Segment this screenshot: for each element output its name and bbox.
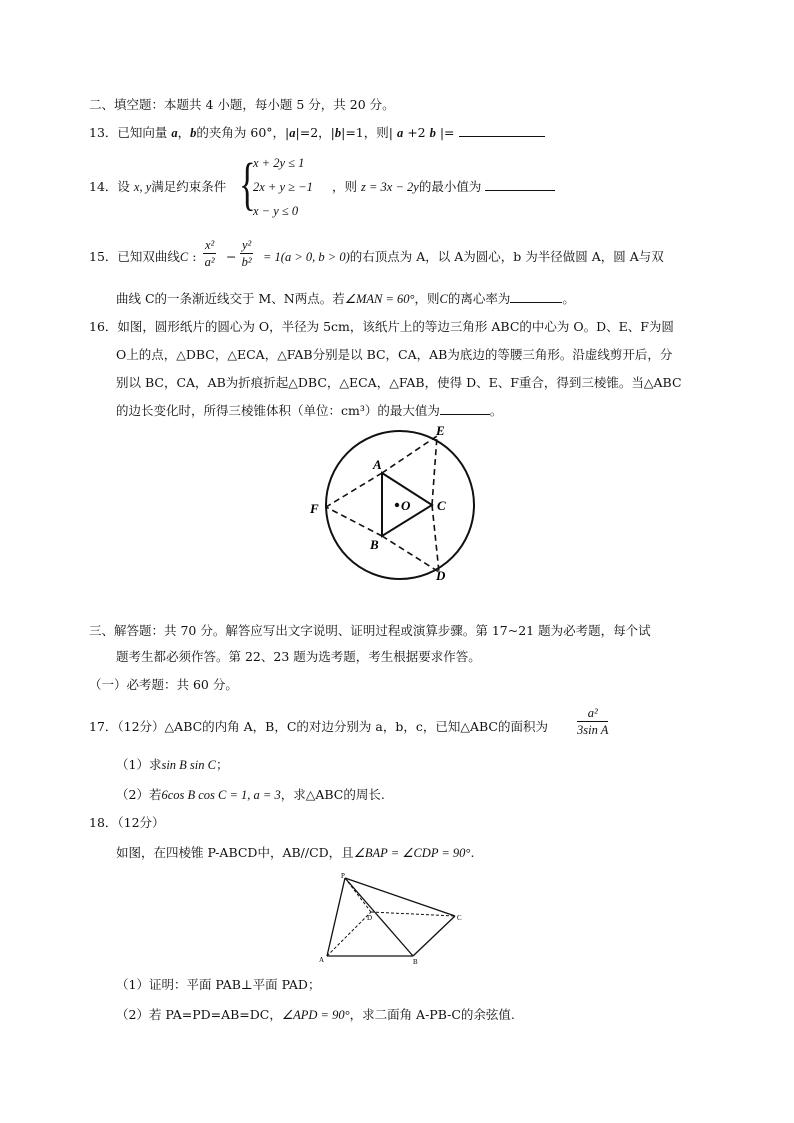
label-c: C	[457, 914, 462, 922]
label-d: D	[367, 914, 373, 922]
subsection-required: （一）必考题：共 60 分。	[89, 677, 238, 692]
label-e: E	[436, 425, 445, 438]
question-15-line1: 15．已知双曲线C :	[89, 249, 197, 264]
question-16-line4: 的边长变化时，所得三棱锥体积（单位：cm³）的最大值为 。	[116, 403, 503, 418]
question-18-part2: （2）若 PA=PD=AB=DC，∠APD = 90°，求二面角 A-PB-C的余弦值.	[116, 1007, 515, 1022]
circle-triangle-figure	[300, 425, 500, 585]
pyramid-figure	[315, 870, 475, 965]
question-18-part1: （1）证明：平面 PAB⊥平面 PAD；	[116, 977, 321, 992]
question-16-line3: 别以 BC，CA，AB为折痕折起△DBC，△ECA，△FAB，使得 D、E、F重合，得到三棱锥。当△ABC	[116, 375, 682, 390]
section-heading-solve-a: 三、解答题：共 70 分。解答应写出文字说明、证明过程或演算步骤。第 17~21 题为必考题，每个试	[89, 623, 651, 638]
label-o: O	[401, 498, 411, 513]
question-number: 17．	[89, 719, 118, 734]
label-a: A	[319, 956, 325, 964]
answer-blank	[510, 290, 562, 303]
answer-blank	[485, 178, 555, 191]
question-17: 17．（12分）△ABC的内角 A，B，C的对边分别为 a，b，c，已知△ABC的面积为	[89, 719, 548, 734]
label-d: D	[436, 568, 446, 583]
constraint-brace: {	[239, 151, 256, 216]
question-18: 18．（12分）	[89, 815, 165, 830]
outer-circle	[326, 431, 474, 579]
constraint-1: x + 2y ≤ 1	[253, 156, 305, 170]
question-number: 16．	[89, 319, 118, 334]
question-number: 14．	[89, 179, 118, 194]
center-point-o	[395, 503, 399, 507]
question-number: 13．	[89, 125, 118, 140]
label-f: F	[310, 501, 319, 516]
answer-blank	[459, 124, 545, 137]
question-14-tail: ，则 z = 3x − 2y的最小值为	[332, 178, 555, 196]
question-17-part1: （1）求sin B sin C；	[116, 757, 229, 772]
section-heading-solve-b: 题考生都必须作答。第 22、23 题为选考题，考生根据要求作答。	[116, 649, 481, 664]
label-b: B	[370, 537, 379, 552]
label-a: A	[373, 457, 382, 472]
question-14: 14．设 x, y满足约束条件	[89, 179, 227, 194]
question-16-line1: 16．如图，圆形纸片的圆心为 O，半径为 5cm，该纸片上的等边三角形 ABC的中心为 O。D、E、F为圆	[89, 319, 674, 334]
constraint-3: x − y ≤ 0	[253, 204, 299, 218]
section-heading-fill-in: 二、填空题：本题共 4 小题，每小题 5 分，共 20 分。	[89, 97, 395, 112]
question-number: 15．	[89, 249, 118, 264]
question-number: 18．	[89, 815, 118, 830]
fraction-x2-a2: $\frac{\text{x²}}{\text{a²}}$	[204, 238, 215, 269]
question-13: 13．已知向量 a，b的夹角为 60°，|a|=2，|b|=1，则| a +2 b |=	[89, 124, 545, 142]
label-c: C	[437, 498, 446, 513]
answer-blank	[440, 402, 490, 415]
question-16-line2: O上的点，△DBC，△ECA，△FAB分别是以 BC，CA，AB为底边的等腰三角形。沿虚线剪开后，分	[116, 347, 673, 362]
fraction-y2-b2: $\frac{\text{y²}}{\text{b²}}$	[241, 238, 252, 269]
question-17-part2: （2）若6cos B cos C = 1, a = 3，求△ABC的周长.	[116, 787, 385, 802]
fraction-area: $\frac{\text{a²}}{\text{3sin A}}$	[577, 706, 609, 737]
question-18-line1: 如图，在四棱锥 P-ABCD中，AB//CD，且∠BAP = ∠CDP = 90°.	[116, 845, 475, 860]
constraint-2: 2x + y ≥ −1	[253, 180, 313, 194]
label-b: B	[413, 958, 418, 965]
label-p: P	[341, 872, 345, 880]
question-15-line2: 曲线 C的一条渐近线交于 M、N两点。若∠MAN = 60°，则C的离心率为 。	[116, 291, 575, 306]
